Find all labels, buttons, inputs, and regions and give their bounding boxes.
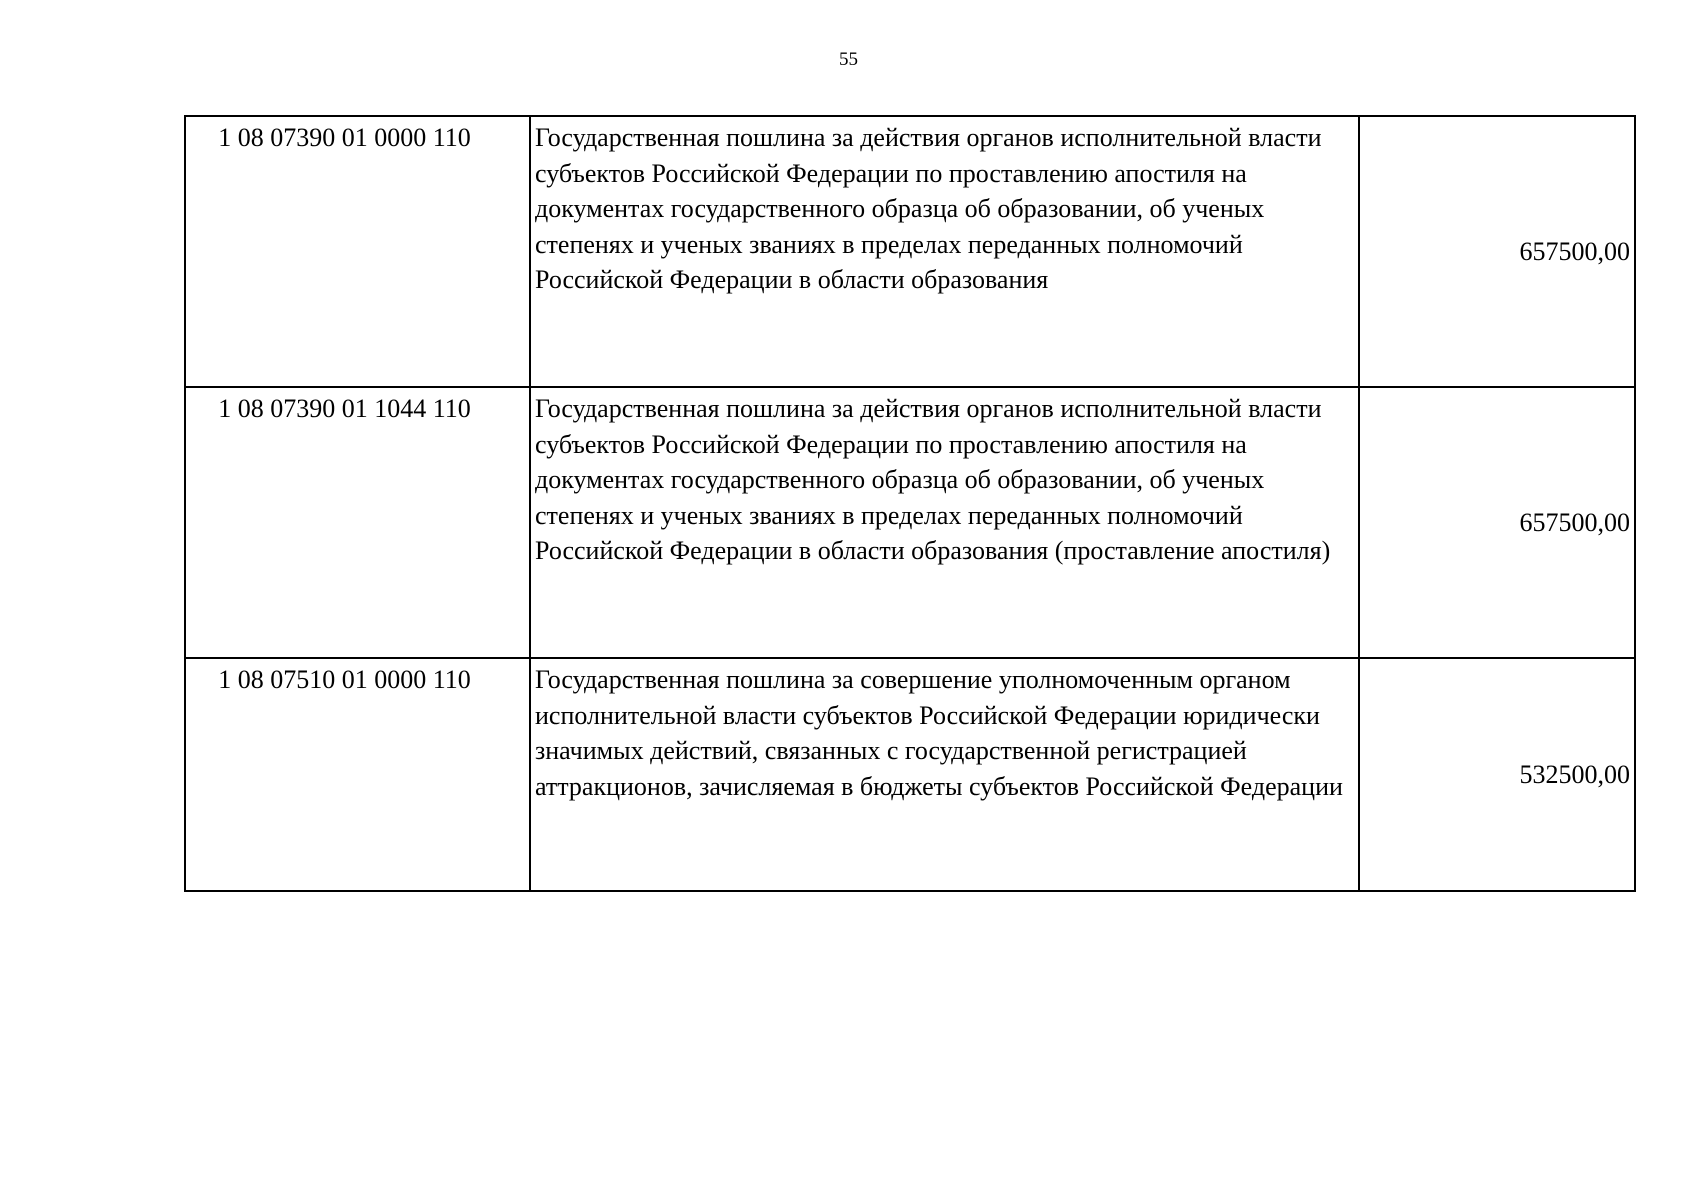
budget-code-cell	[185, 387, 530, 658]
table-row	[185, 658, 1635, 891]
revenue-description: Государственная пошлина за действия органов исполнительной власти субъектов Российской Федерации по проставлению апостиля на документах государственного образца об образовании, об ученых степенях и ученых званиях в пределах переданных полномочий Российской Федерации в области образования	[530, 116, 1359, 387]
table-row	[185, 387, 1635, 658]
revenue-amount: 657500,00	[1359, 116, 1635, 387]
budget-code: 1 08 07390 01 0000 110	[218, 123, 471, 152]
budget-code: 1 08 07510 01 0000 110	[218, 665, 471, 694]
revenue-table	[184, 115, 1636, 892]
revenue-amount: 532500,00	[1359, 658, 1635, 891]
budget-code-cell	[185, 116, 530, 387]
table-row	[185, 116, 1635, 387]
budget-code-cell	[185, 658, 530, 891]
page-number: 55	[839, 49, 858, 70]
revenue-description: Государственная пошлина за действия органов исполнительной власти субъектов Российской Федерации по проставлению апостиля на документах государственного образца об образовании, об ученых степенях и ученых званиях в пределах переданных полномочий Российской Федерации в области образования (проставление апостиля)	[530, 387, 1359, 658]
revenue-description: Государственная пошлина за совершение уполномоченным органом исполнительной власти субъектов Российской Федерации юридически значимых действий, связанных с государственной регистрацией аттракционов, зачисляемая в бюджеты субъектов Российской Федерации	[530, 658, 1359, 891]
revenue-amount: 657500,00	[1359, 387, 1635, 658]
budget-code: 1 08 07390 01 1044 110	[218, 394, 471, 423]
